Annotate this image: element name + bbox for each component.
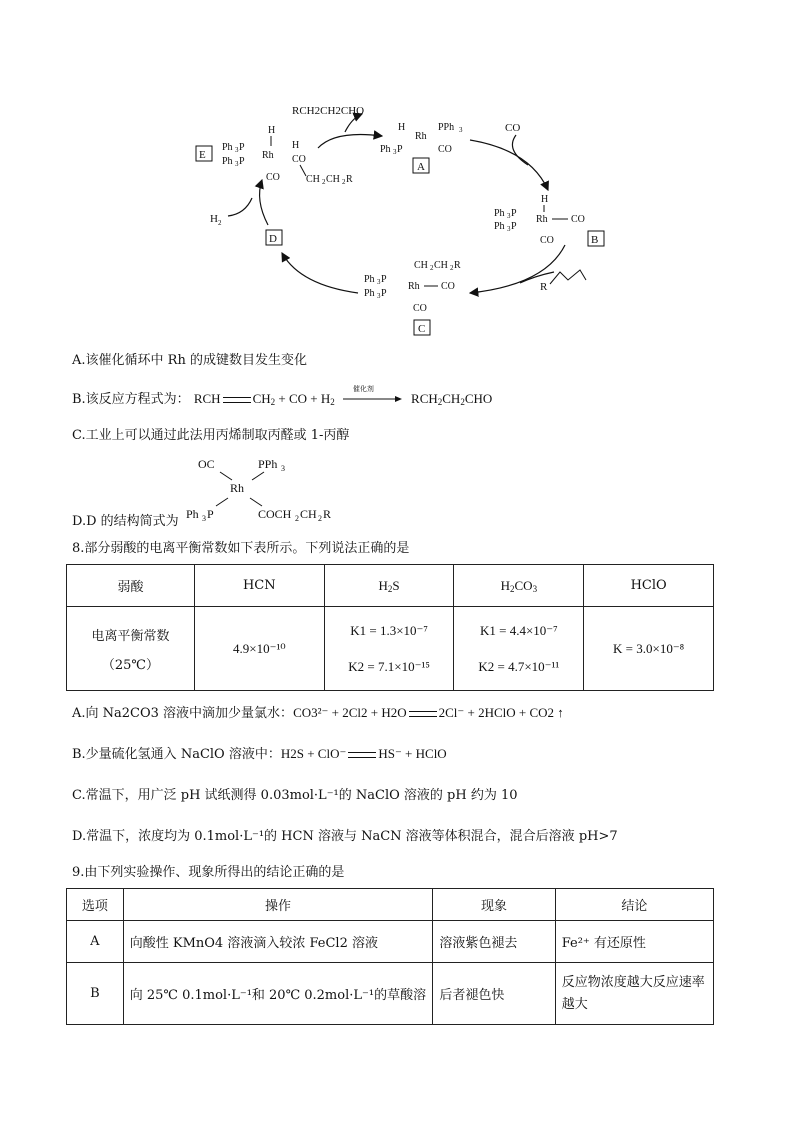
q9-table: 选项 操作 现象 结论 A 向酸性 KMnO4 溶液滴入较浓 FeCl2 溶液 溶液紫色褪去 Fe²⁺ 有还原性 B 向 25℃ 0.1mol·L⁻¹和 20℃ 0.2mol·L⁻¹的草酸溶 后者褪色快 反应物浓度越大反应速率越大	[66, 888, 714, 1025]
svg-text:P: P	[381, 288, 387, 299]
arrow-E-to-A	[318, 135, 382, 149]
svg-text:Ph: Ph	[494, 221, 505, 232]
svg-text:COCH: COCH	[258, 507, 292, 521]
alkene-r-label: R	[540, 281, 548, 293]
svg-text:CO: CO	[292, 154, 306, 165]
svg-text:R: R	[454, 260, 461, 271]
hcn-value: 4.9×10⁻¹⁰	[194, 607, 324, 691]
svg-text:3: 3	[377, 292, 381, 300]
structure-D	[180, 450, 380, 530]
svg-text:H: H	[541, 194, 549, 205]
svg-text:CH: CH	[434, 260, 448, 271]
product-label: RCH2CH2CHO	[292, 105, 365, 117]
hclo-value: K = 3.0×10⁻⁸	[584, 607, 714, 691]
svg-text:R: R	[323, 507, 332, 521]
svg-text:CH: CH	[306, 174, 320, 185]
svg-text:Rh: Rh	[262, 150, 274, 161]
svg-text:3: 3	[281, 464, 285, 473]
q8-table	[66, 564, 714, 691]
table-row: A 向酸性 KMnO4 溶液滴入较浓 FeCl2 溶液 溶液紫色褪去 Fe²⁺ 有还原性	[67, 921, 714, 963]
svg-text:CH: CH	[326, 174, 340, 185]
svg-text:2: 2	[218, 219, 222, 227]
svg-text:R: R	[346, 174, 353, 185]
svg-text:Ph: Ph	[364, 288, 375, 299]
svg-text:3: 3	[459, 126, 463, 134]
q7-option-a: A.该催化循环中 Rh 的成键数目发生变化	[72, 353, 307, 368]
arrow-D-to-E	[260, 180, 268, 225]
svg-text:Ph: Ph	[494, 208, 505, 219]
alkene-icon	[550, 270, 586, 284]
svg-text:CH: CH	[414, 260, 428, 271]
svg-text:Ph: Ph	[222, 156, 233, 167]
svg-text:P: P	[511, 208, 517, 219]
q8-option-b: B.少量硫化氢通入 NaClO 溶液中：H2S + ClO⁻ HS⁻ + HClO	[72, 746, 447, 762]
arrow-A-to-B	[470, 140, 548, 190]
q8-option-d: D.常温下，浓度均为 0.1mol·L⁻¹的 HCN 溶液与 NaCN 溶液等体积混合，混合后溶液 pH>7	[72, 829, 618, 844]
header-h2co3: $H_2CO_3$	[454, 565, 584, 607]
q8-option-c: C.常温下，用广泛 pH 试纸测得 0.03mol·L⁻¹的 NaClO 溶液的 pH 约为 10	[72, 788, 518, 803]
svg-text:2: 2	[450, 264, 454, 272]
q7-option-b: B.该反应方程式为： RCH $CH_2$ + CO + $H_2$ 催化剂 $RCH_2CH_2CHO$	[72, 384, 493, 407]
svg-text:3: 3	[507, 212, 511, 220]
svg-text:Rh: Rh	[415, 131, 427, 142]
row-label: 电离平衡常数 （25℃）	[67, 607, 195, 691]
svg-text:P: P	[239, 156, 245, 167]
svg-text:3: 3	[377, 278, 381, 286]
svg-text:2: 2	[430, 264, 434, 272]
q8-stem: 8.部分弱酸的电离平衡常数如下表所示。下列说法正确的是	[72, 541, 410, 556]
svg-text:Ph: Ph	[364, 274, 375, 285]
h2co3-values: K1 = 4.4×10⁻⁷ K2 = 4.7×10⁻¹¹	[454, 607, 584, 691]
label-D: D	[269, 233, 277, 245]
svg-text:P: P	[207, 507, 214, 521]
svg-text:PPh: PPh	[258, 457, 278, 471]
svg-text:H: H	[210, 213, 218, 225]
arrow-C-to-D	[282, 253, 358, 293]
svg-text:2: 2	[318, 514, 322, 523]
svg-text:OC: OC	[198, 457, 215, 471]
label-A: A	[417, 161, 425, 173]
svg-text:PPh: PPh	[438, 122, 455, 133]
svg-text:3: 3	[202, 514, 206, 523]
svg-text:CO: CO	[441, 281, 455, 292]
arrow-h2-in	[228, 198, 252, 216]
header-hclo: HClO	[584, 565, 714, 607]
svg-text:2: 2	[295, 514, 299, 523]
arrow-co-in	[512, 135, 528, 165]
header-h2s: $H_2S$	[324, 565, 454, 607]
svg-text:H: H	[268, 125, 276, 136]
header-weak-acid: 弱酸	[67, 565, 195, 607]
svg-text:Ph: Ph	[186, 507, 199, 521]
svg-text:Rh: Rh	[230, 481, 245, 495]
svg-text:CO: CO	[571, 214, 585, 225]
q9-stem: 9.由下列实验操作、现象所得出的结论正确的是	[72, 865, 345, 880]
svg-text:3: 3	[235, 146, 239, 154]
svg-text:Rh: Rh	[536, 214, 548, 225]
svg-text:3: 3	[235, 160, 239, 168]
svg-text:CO: CO	[438, 144, 452, 155]
arrow-B-to-C	[470, 245, 565, 293]
catalytic-cycle-diagram	[0, 0, 794, 345]
svg-text:CO: CO	[266, 172, 280, 183]
header-hcn: HCN	[194, 565, 324, 607]
label-B: B	[591, 234, 599, 246]
svg-text:CH: CH	[300, 507, 317, 521]
svg-text:Ph: Ph	[380, 144, 391, 155]
svg-text:H: H	[292, 140, 300, 151]
q7-option-d: D.D 的结构简式为	[72, 514, 179, 529]
co-in-label: CO	[505, 122, 521, 134]
svg-text:P: P	[381, 274, 387, 285]
svg-text:3: 3	[393, 148, 397, 156]
svg-text:H: H	[398, 122, 406, 133]
svg-text:2: 2	[342, 178, 346, 186]
label-C: C	[418, 323, 426, 335]
q7-option-c: C.工业上可以通过此法用丙烯制取丙醛或 1-丙醇	[72, 428, 350, 443]
svg-text:P: P	[397, 144, 403, 155]
label-E: E	[199, 149, 206, 161]
svg-text:P: P	[239, 142, 245, 153]
svg-text:3: 3	[507, 225, 511, 233]
svg-text:P: P	[511, 221, 517, 232]
svg-text:2: 2	[322, 178, 326, 186]
svg-text:CO: CO	[540, 235, 554, 246]
svg-text:Rh: Rh	[408, 281, 420, 292]
svg-text:Ph: Ph	[222, 142, 233, 153]
table-row: B 向 25℃ 0.1mol·L⁻¹和 20℃ 0.2mol·L⁻¹的草酸溶 后者褪色快 反应物浓度越大反应速率越大	[67, 963, 714, 1025]
h2s-values: K1 = 1.3×10⁻⁷ K2 = 7.1×10⁻¹⁵	[324, 607, 454, 691]
q8-option-a: A.向 Na2CO3 溶液中滴加少量氯水：CO3²⁻ + 2Cl2 + H2O 2Cl⁻ + 2HClO + CO2 ↑	[72, 705, 564, 721]
svg-text:CO: CO	[413, 303, 427, 314]
